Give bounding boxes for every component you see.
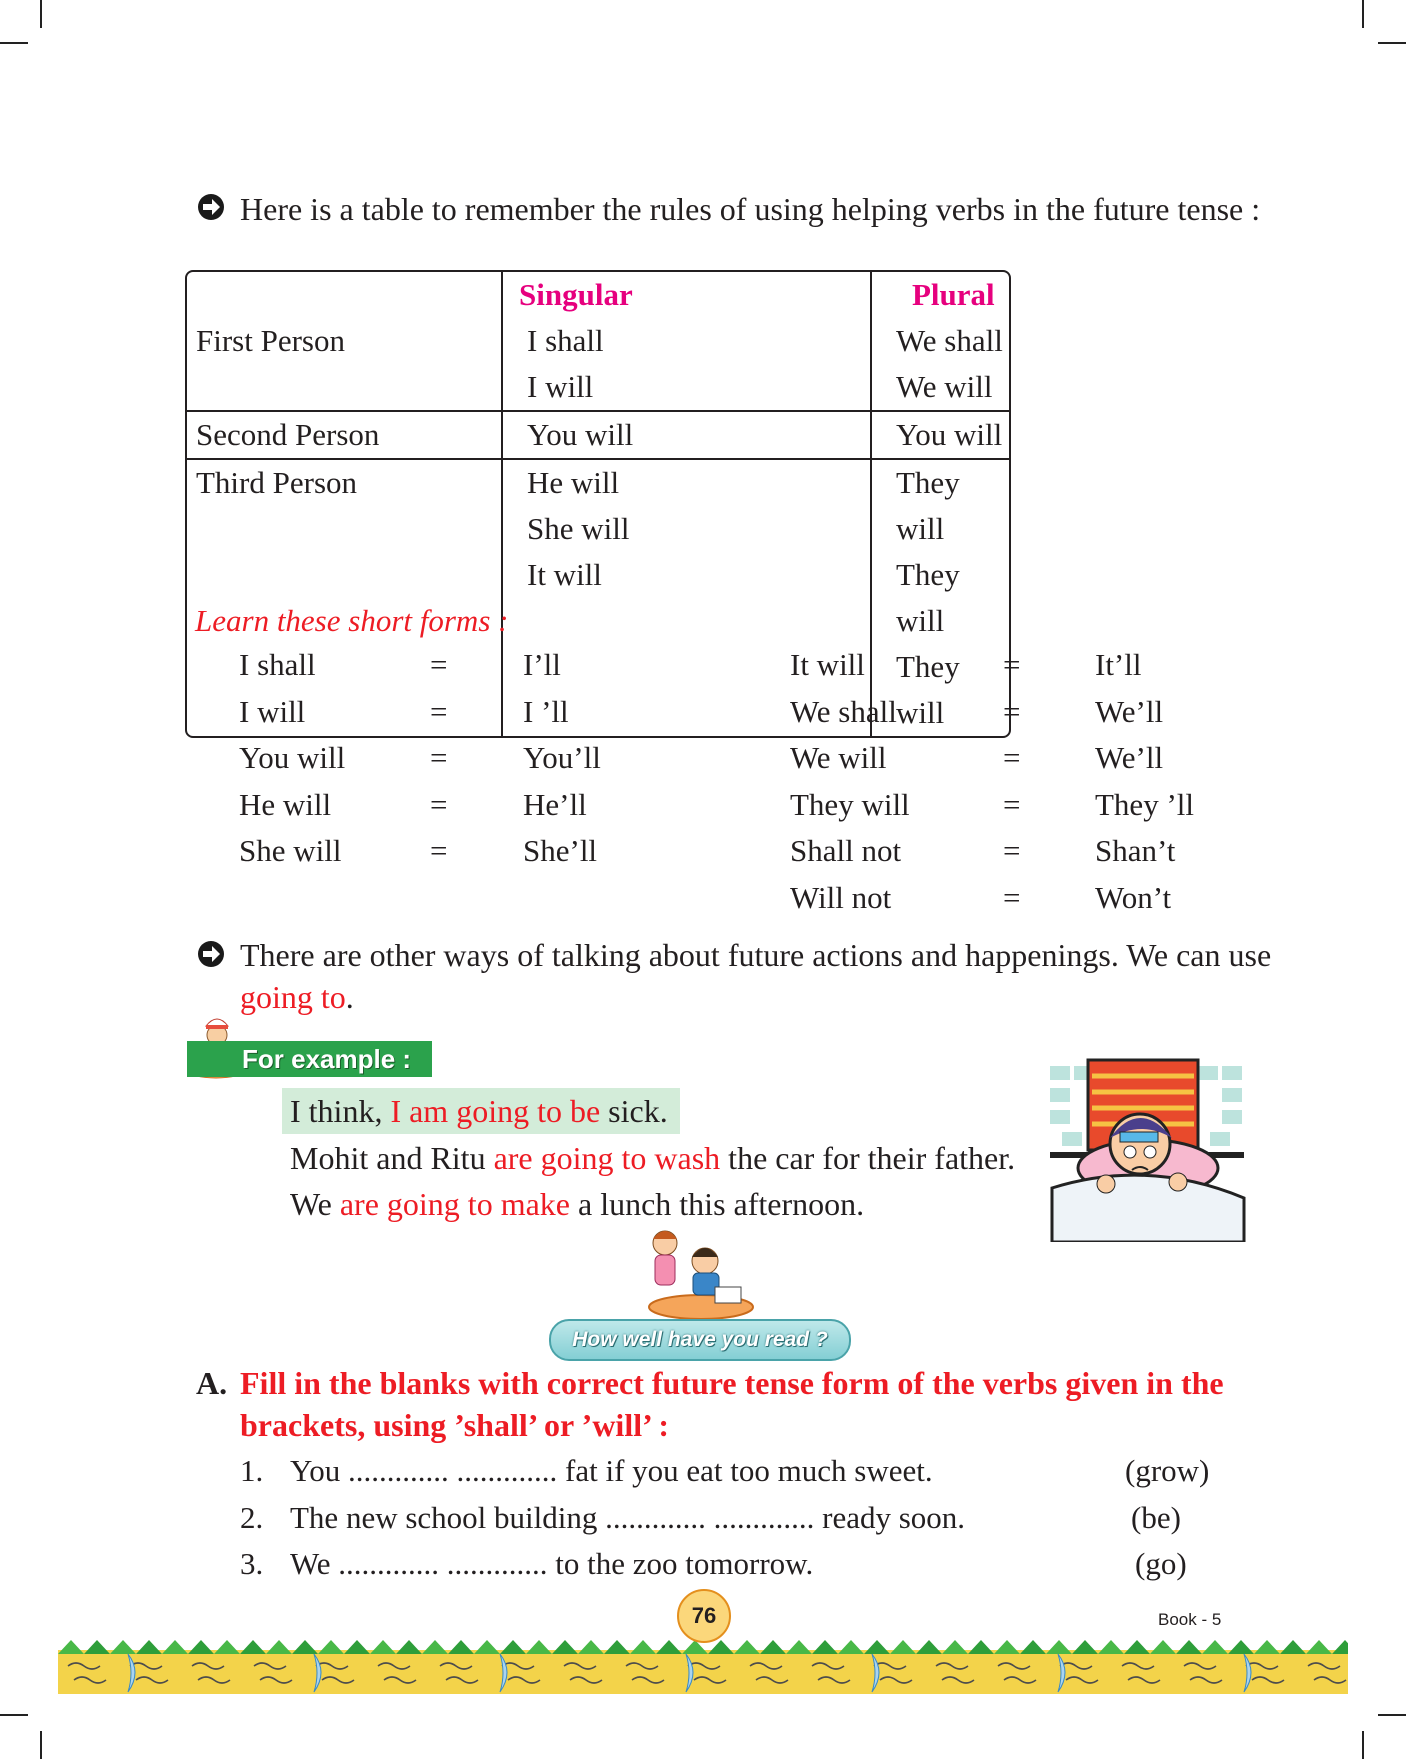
exercise-instruction: Fill in the blanks with correct future tense form of the verbs given in the brackets, using ’shall’ or ’will’ : [240,1365,1224,1443]
full-form: They will [790,786,910,822]
tree-shape [864,1640,890,1654]
tree-shape [578,1640,604,1654]
tree-shape [968,1640,994,1654]
crop-mark [0,1714,28,1716]
tree-shape [1332,1640,1348,1654]
example-sentence [290,1088,668,1134]
equals-sign: = [430,833,448,868]
table-cell [187,272,501,318]
item-text: You ............. ............. fat if you eat too much sweet. [290,1453,933,1488]
crop-mark [1378,1714,1406,1716]
example-sentence [290,1135,1015,1181]
arrow-bullet-icon [197,193,225,221]
tree-shape [1254,1640,1280,1654]
item-text: We ............. ............. to the zoo tomorrow. [290,1546,814,1581]
item-text: The new school building ............. ............. ready soon. [290,1499,966,1535]
row-label: First Person [196,323,345,358]
tree-shape [916,1640,942,1654]
page-number: 76 [677,1589,731,1643]
equals-sign: = [430,740,448,775]
full-form: I shall [239,647,316,682]
tree-shape [370,1640,396,1654]
book-label: Book - 5 [1158,1610,1222,1629]
equals-sign: = [1003,693,1021,729]
tree-shape [448,1640,474,1654]
tree-shape [838,1640,864,1654]
row-label: Third Person [187,458,501,736]
tree-shape [1098,1640,1124,1654]
item-number: 3. [240,1546,264,1581]
intro-paragraph: Here is a table to remember the rules of using helping verbs in the future tense : [240,191,1261,227]
tree-shape [1046,1640,1072,1654]
tree-shape [1072,1640,1098,1654]
tree-shape [526,1640,552,1654]
reading-kids-illustration-icon [643,1227,755,1321]
equals-sign: = [430,693,448,729]
example-sentence [290,1181,864,1227]
tree-shape [240,1640,266,1654]
equals-sign: = [1003,647,1021,682]
tree-shape [1150,1640,1176,1654]
crop-mark [40,1731,42,1759]
for-example-badge [187,1041,432,1077]
short-form: Shan’t [1095,833,1176,868]
item-verb-hint: (grow) [1125,1453,1210,1488]
full-form: Shall not [790,833,902,868]
full-form: Will not [790,879,892,915]
tree-shape [474,1640,500,1654]
tree-shape [760,1640,786,1654]
item-verb-hint: (go) [1135,1546,1187,1581]
crop-mark [1362,0,1364,28]
tree-shape [812,1640,838,1654]
short-form: We’ll [1095,740,1164,775]
short-form: They ’ll [1095,786,1194,822]
crop-mark [1362,1731,1364,1759]
full-form: It will [790,647,865,682]
tree-shape [942,1640,968,1654]
short-form: I’ll [523,647,561,682]
crop-mark [1378,42,1406,44]
table-cell: He will She will It will [501,458,870,736]
arrow-bullet-icon [197,940,225,968]
tree-shape [1020,1640,1046,1654]
tree-shape [84,1640,110,1654]
how-well-read-banner: How well have you read ? [549,1319,851,1361]
full-form: He will [239,786,332,822]
example-verb-phrase: are going to make [339,1186,570,1222]
plural-header: Plural [870,272,1009,318]
example-text: sick. [600,1093,668,1129]
table-cell: You will [501,410,870,458]
tree-shape [292,1640,318,1654]
short-form: We’ll [1095,693,1164,729]
example-text: the car for their father. [720,1139,1016,1176]
equals-sign: = [1003,786,1021,822]
intro-2-end: . [345,979,354,1015]
tree-shape [1228,1640,1254,1654]
table-cell: You will [870,410,1009,458]
tree-shape [162,1640,188,1654]
table-cell: I shall I will [501,318,870,410]
example-verb-phrase: I am going to be [390,1093,601,1129]
short-forms-heading: Learn these short forms : [195,603,509,638]
tree-shape [708,1640,734,1654]
tree-shape [396,1640,422,1654]
tree-shape [188,1640,214,1654]
tree-shape [58,1640,84,1654]
short-form: You’ll [523,740,601,775]
going-to-highlight: going to [240,979,346,1015]
tree-shape [1306,1640,1332,1654]
tree-shape [1202,1640,1228,1654]
example-text: I think, [290,1093,391,1129]
item-verb-hint: (be) [1131,1499,1181,1535]
singular-header: Singular [501,272,870,318]
full-form: I will [239,693,306,729]
tree-shape [734,1640,760,1654]
example-text: a lunch this afternoon. [569,1186,865,1222]
short-form: I ’ll [523,693,569,729]
tree-shape [214,1640,240,1654]
tree-shape [656,1640,682,1654]
tree-shape [318,1640,344,1654]
equals-sign: = [1003,740,1021,775]
sick-boy-illustration-icon [1048,1058,1248,1242]
example-verb-phrase: are going to wash [493,1139,721,1176]
item-number: 1. [240,1453,264,1488]
short-form: She’ll [523,833,598,868]
intro-paragraph-2 [240,934,1280,1018]
tree-shape [1124,1640,1150,1654]
tree-shape [110,1640,136,1654]
equals-sign: = [430,786,448,822]
tree-shape [344,1640,370,1654]
tree-shape [890,1640,916,1654]
tree-shape [1176,1640,1202,1654]
intro-2-text: There are other ways of talking about future actions and happenings. We can use [240,937,1272,973]
equals-sign: = [430,647,448,682]
tree-shape [630,1640,656,1654]
equals-sign: = [1003,833,1021,868]
short-form: He’ll [523,786,587,822]
row-label: Second Person [187,410,501,458]
full-form: She will [239,833,342,868]
tree-shape [552,1640,578,1654]
tree-shape [786,1640,812,1654]
short-form: It’ll [1095,647,1142,682]
tree-shape [266,1640,292,1654]
full-form: We shall [790,693,897,729]
table-cell: They will They will They will [870,458,1009,736]
tree-shape [604,1640,630,1654]
full-form: We will [790,740,887,775]
table-cell: We shall We will [870,318,1009,410]
tree-shape [500,1640,526,1654]
for-example-label: For example : [242,1044,412,1074]
tree-shape [136,1640,162,1654]
crop-mark [0,42,28,44]
crop-mark [40,0,42,28]
equals-sign: = [1003,879,1021,915]
item-number: 2. [240,1499,264,1535]
short-form: Won’t [1095,879,1172,915]
tree-shape [1280,1640,1306,1654]
example-text: We [290,1186,340,1222]
full-form: You will [239,740,346,775]
exercise-label: A. [196,1365,228,1401]
example-text: Mohit and Ritu [290,1139,494,1176]
tree-shape [994,1640,1020,1654]
tree-shape [422,1640,448,1654]
